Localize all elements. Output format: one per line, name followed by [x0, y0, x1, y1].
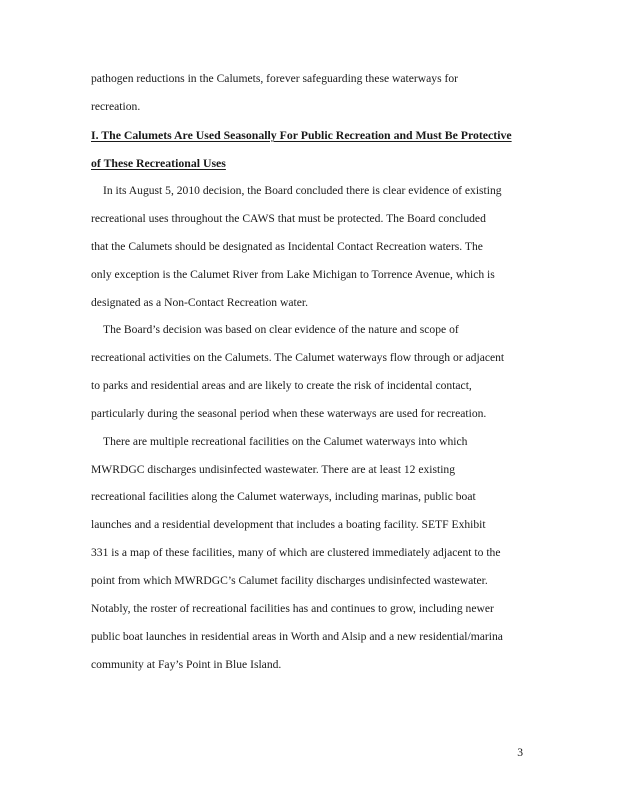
- paragraph-3-line-7: Notably, the roster of recreational facilities has and continues to grow, including newer: [91, 602, 494, 615]
- paragraph-1-line-1: In its August 5, 2010 decision, the Board concluded there is clear evidence of existing: [103, 184, 502, 197]
- paragraph-3-line-3: recreational facilities along the Calumet waterways, including marinas, public boat: [91, 490, 476, 503]
- paragraph-2-line-3: to parks and residential areas and are likely to create the risk of incidental contact,: [91, 379, 472, 392]
- body-line-2: recreation.: [91, 100, 141, 113]
- paragraph-3-line-2: MWRDGC discharges undisinfected wastewater. There are at least 12 existing: [91, 463, 456, 476]
- paragraph-3-line-4: launches and a residential development that includes a boating facility. SETF Exhibit: [91, 518, 486, 531]
- section-heading-line-1: I. The Calumets Are Used Seasonally For Public Recreation and Must Be Protective: [91, 128, 512, 142]
- paragraph-1-line-3: that the Calumets should be designated as Incidental Contact Recreation waters. The: [91, 240, 483, 253]
- page-number: 3: [517, 746, 523, 759]
- body-line-1: pathogen reductions in the Calumets, forever safeguarding these waterways for: [91, 72, 459, 85]
- paragraph-3-line-6: point from which MWRDGC’s Calumet facility discharges undisinfected wastewater.: [91, 574, 488, 587]
- paragraph-1-line-4: only exception is the Calumet River from Lake Michigan to Torrence Avenue, which is: [91, 268, 495, 281]
- paragraph-2-line-1: The Board’s decision was based on clear evidence of the nature and scope of: [103, 323, 459, 336]
- paragraph-3-line-5: 331 is a map of these facilities, many of which are clustered immediately adjacent to the: [91, 546, 501, 559]
- paragraph-3-line-8: public boat launches in residential areas in Worth and Alsip and a new residential/marina: [91, 630, 503, 643]
- paragraph-1-line-5: designated as a Non-Contact Recreation water.: [91, 296, 308, 309]
- paragraph-3-line-9: community at Fay’s Point in Blue Island.: [91, 658, 282, 671]
- paragraph-1-line-2: recreational uses throughout the CAWS that must be protected. The Board concluded: [91, 212, 486, 225]
- paragraph-3-line-1: There are multiple recreational facilities on the Calumet waterways into which: [103, 435, 468, 448]
- section-heading-line-2: of These Recreational Uses: [91, 156, 226, 170]
- paragraph-2-line-4: particularly during the seasonal period when these waterways are used for recreation.: [91, 407, 487, 420]
- paragraph-2-line-2: recreational activities on the Calumets. The Calumet waterways flow through or adjacent: [91, 351, 505, 364]
